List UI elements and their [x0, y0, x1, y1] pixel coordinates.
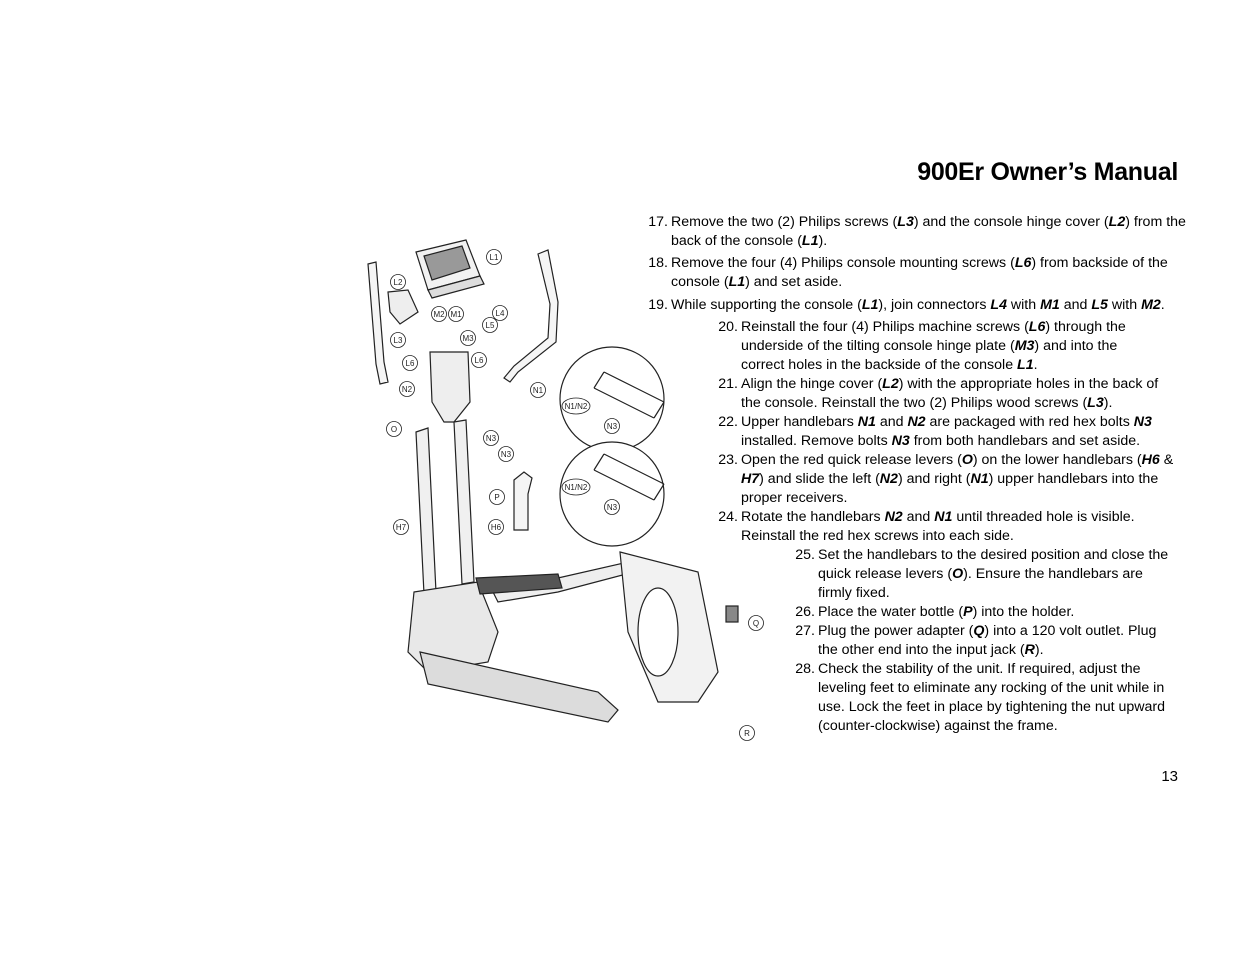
step-20: 20. Reinstall the four (4) Philips machine screws (L6) through the underside of the tilting console hinge plate (M3) and into the correct holes in the backside of the console L1.	[741, 318, 1141, 375]
part-reference: O	[961, 452, 973, 468]
power-adapter-illustration	[726, 606, 738, 622]
part-reference: Q	[973, 623, 985, 639]
step-number: 20.	[718, 319, 738, 335]
step-number: 17.	[648, 214, 668, 230]
part-reference: L2	[1108, 214, 1126, 230]
part-label: L6	[405, 359, 415, 368]
part-reference: N1	[857, 414, 876, 430]
part-reference: N2	[907, 414, 926, 430]
part-label: Q	[752, 619, 760, 628]
step-number: 25.	[795, 547, 815, 563]
part-reference: L1	[1017, 357, 1034, 373]
part-reference: N1	[970, 471, 989, 487]
part-label: L4	[495, 309, 505, 318]
part-label: N2	[401, 385, 413, 394]
part-reference: M1	[1040, 297, 1060, 313]
part-label: L2	[393, 278, 403, 287]
base-rail	[420, 652, 618, 722]
part-reference: L1	[728, 274, 746, 290]
part-label: L6	[474, 356, 484, 365]
part-label: L5	[485, 321, 495, 330]
part-reference: L6	[1028, 319, 1046, 335]
console-illustration	[416, 240, 484, 298]
part-reference: L2	[882, 376, 899, 392]
water-bottle-illustration	[514, 472, 532, 530]
part-reference: L5	[1091, 297, 1108, 313]
step-23: 23. Open the red quick release levers (O) on the lower handlebars (H6 & H7) and slide the left (N2) and right (N1) upper handlebars into the proper receivers.	[741, 451, 1181, 508]
part-label: L3	[393, 336, 403, 345]
part-label: M1	[450, 310, 462, 319]
step-number: 19.	[648, 297, 668, 313]
part-reference: L3	[1087, 395, 1104, 411]
part-label: M3	[462, 334, 474, 343]
step-number: 27.	[795, 623, 815, 639]
hinge-cover-illustration	[388, 290, 418, 324]
step-number: 24.	[718, 509, 738, 525]
part-reference: L1	[801, 233, 819, 249]
part-reference: L6	[1014, 255, 1032, 271]
part-label: N1/N2	[564, 402, 588, 411]
part-label: H6	[490, 523, 502, 532]
part-reference: L4	[990, 297, 1007, 313]
part-reference: M3	[1014, 338, 1035, 354]
part-reference: M2	[1141, 297, 1161, 313]
step-22: 22. Upper handlebars N1 and N2 are packaged with red hex bolts N3 installed. Remove bolts N3 from both handlebars and set aside.	[741, 413, 1161, 451]
part-label: P	[494, 493, 500, 502]
part-reference: N2	[884, 509, 903, 525]
left-upper-handlebar	[368, 262, 388, 384]
step-number: 18.	[648, 255, 668, 271]
console-mast	[430, 352, 470, 422]
step-number: 21.	[718, 376, 738, 392]
part-reference: N2	[879, 471, 898, 487]
part-reference: H6	[1141, 452, 1160, 468]
part-reference: L1	[861, 297, 879, 313]
part-label: N1	[532, 386, 544, 395]
step-18: 18. Remove the four (4) Philips console mounting screws (L6) from backside of the console (L1) and set aside.	[671, 254, 1176, 292]
part-reference: H7	[741, 471, 760, 487]
part-label: O	[390, 425, 398, 434]
right-upper-handlebar	[504, 250, 558, 382]
step-24: 24. Rotate the handlebars N2 and N1 until threaded hole is visible. Reinstall the red hex screws into each side.	[741, 508, 1151, 546]
lower-handlebar-h6	[454, 420, 474, 584]
part-reference: O	[952, 566, 964, 582]
part-reference: L3	[897, 214, 914, 230]
part-label: N3	[606, 422, 618, 431]
step-number: 28.	[795, 661, 815, 677]
page-number: 13	[1161, 768, 1178, 785]
step-28: 28. Check the stability of the unit. If required, adjust the leveling feet to eliminate any rocking of the unit while in use. Lock the feet in place by tightening the nut upward (counter-clockwise) against the frame.	[818, 660, 1180, 736]
lower-handlebar-h7	[416, 428, 436, 594]
step-27: 27. Plug the power adapter (Q) into a 120 volt outlet. Plug the other end into the input jack (R).	[818, 622, 1178, 660]
part-label: M2	[433, 310, 445, 319]
part-label: L1	[489, 253, 499, 262]
part-label: R	[744, 729, 750, 738]
step-number: 23.	[718, 452, 738, 468]
part-label: N3	[485, 434, 497, 443]
page-title: 900Er Owner’s Manual	[917, 158, 1178, 186]
part-reference: N1	[934, 509, 953, 525]
part-label: H7	[395, 523, 407, 532]
part-label: N3	[606, 503, 618, 512]
part-reference: N3	[891, 433, 910, 449]
part-reference: N3	[1133, 414, 1152, 430]
part-label: N3	[500, 450, 512, 459]
step-26: 26. Place the water bottle (P) into the holder.	[818, 603, 1178, 622]
step-number: 26.	[795, 604, 815, 620]
step-25: 25. Set the handlebars to the desired position and close the quick release levers (O). Ensure the handlebars are firmly fixed.	[818, 546, 1178, 603]
flywheel-disc	[638, 588, 678, 676]
step-number: 22.	[718, 414, 738, 430]
part-reference: P	[963, 604, 973, 620]
part-label: N1/N2	[564, 483, 588, 492]
part-reference: R	[1024, 642, 1035, 658]
step-17: 17. Remove the two (2) Philips screws (L3) and the console hinge cover (L2) from the back of the console (L1).	[671, 213, 1191, 251]
step-21: 21. Align the hinge cover (L2) with the appropriate holes in the back of the console. Reinstall the two (2) Philips wood screws (L3).	[741, 375, 1171, 413]
step-19: 19. While supporting the console (L1), join connectors L4 with M1 and L5 with M2.	[671, 296, 1191, 315]
